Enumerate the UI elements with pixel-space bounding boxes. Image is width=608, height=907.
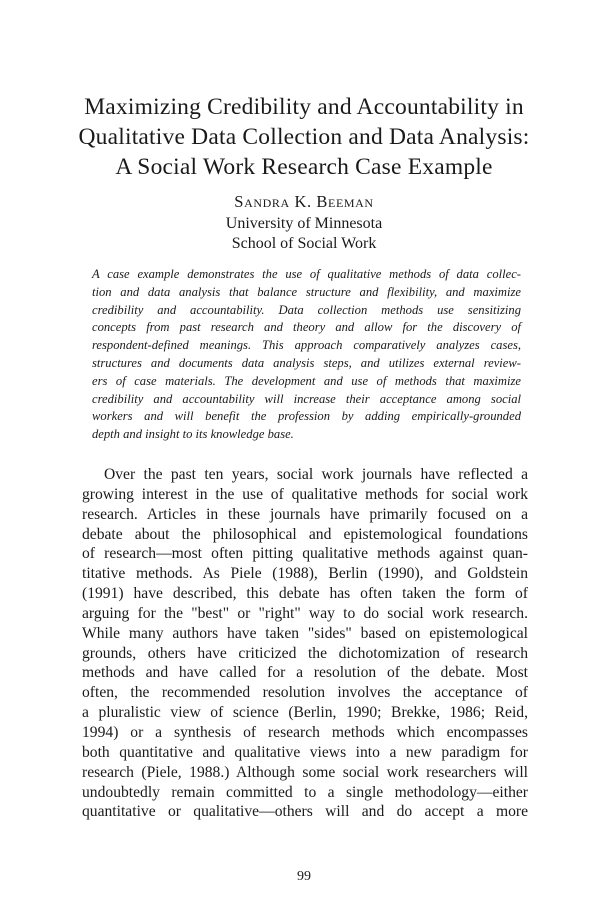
body-line: undoubtedly remain committed to a single methodology—either bbox=[82, 783, 528, 801]
affiliation-line: School of Social Work bbox=[231, 235, 377, 252]
abstract-line: tion and data analysis that balance structure and flexibility, and maximize bbox=[92, 284, 521, 299]
body-line: often, the recommended resolution involves the acceptance of bbox=[82, 684, 528, 702]
abstract bbox=[92, 266, 521, 444]
abstract-line: A case example demonstrates the use of qualitative methods of data collec- bbox=[92, 267, 521, 281]
body-line: research. Articles in these journals have primarily focused on a bbox=[82, 505, 528, 523]
abstract-line: depth and insight to its knowledge base. bbox=[92, 427, 294, 442]
article-title bbox=[40, 92, 568, 182]
body-line: grounds, others have criticized the dichotomization of research bbox=[82, 644, 528, 662]
body-line: a pluralistic view of science (Berlin, 1990; Brekke, 1986; Reid, bbox=[82, 704, 528, 722]
body-line: (1991) have described, this debate has often taken the form of bbox=[82, 585, 528, 603]
author-name: Sandra K. Beeman bbox=[234, 192, 374, 211]
body-line: arguing for the "best" or "right" way to do social work research. bbox=[82, 604, 528, 622]
body-line: both quantitative and qualitative views into a new paradigm for bbox=[82, 743, 528, 761]
body-line: 1994) or a synthesis of research methods which encompasses bbox=[82, 723, 528, 741]
abstract-line: credibility and accountability. Data collection methods use sensitizing bbox=[92, 302, 521, 317]
body-line: debate about the philosophical and epistemological foundations bbox=[82, 525, 528, 543]
body-line: quantitative or qualitative—others will and do accept a more bbox=[82, 803, 528, 821]
body-line: methods and have called for a resolution of the debate. Most bbox=[82, 664, 528, 682]
body-line: research (Piele, 1988.) Although some social work researchers will bbox=[82, 763, 528, 781]
body-paragraph bbox=[82, 465, 528, 822]
body-line: titative methods. As Piele (1988), Berlin (1990), and Goldstein bbox=[82, 565, 528, 583]
page-number: 99 bbox=[297, 869, 311, 884]
abstract-line: concepts from past research and theory and allow for the discovery of bbox=[92, 320, 521, 335]
abstract-line: structures and documents data analysis steps, and utilizes external review- bbox=[92, 355, 521, 370]
body-line: growing interest in the use of qualitative methods for social work bbox=[82, 485, 528, 503]
author-affiliation bbox=[0, 214, 608, 254]
abstract-line: ers of case materials. The development and use of methods that maximize bbox=[92, 373, 521, 388]
body-line: of research—most often pitting qualitative methods against quan- bbox=[82, 545, 528, 563]
title-line: Qualitative Data Collection and Data Analysis: bbox=[78, 124, 530, 150]
title-line: A Social Work Research Case Example bbox=[115, 154, 493, 180]
body-line: Over the past ten years, social work journals have reflected a bbox=[104, 466, 528, 483]
body-line: While many authors have taken "sides" based on epistemological bbox=[82, 624, 528, 642]
abstract-line: workers and will benefit the profession by adding empirically-grounded bbox=[92, 409, 521, 424]
title-line: Maximizing Credibility and Accountability in bbox=[84, 94, 524, 120]
affiliation-line: University of Minnesota bbox=[225, 215, 383, 232]
abstract-line: credibility and accountability will increase their acceptance among social bbox=[92, 391, 521, 406]
abstract-line: respondent-defined meanings. This approach comparatively analyzes cases, bbox=[92, 338, 521, 353]
